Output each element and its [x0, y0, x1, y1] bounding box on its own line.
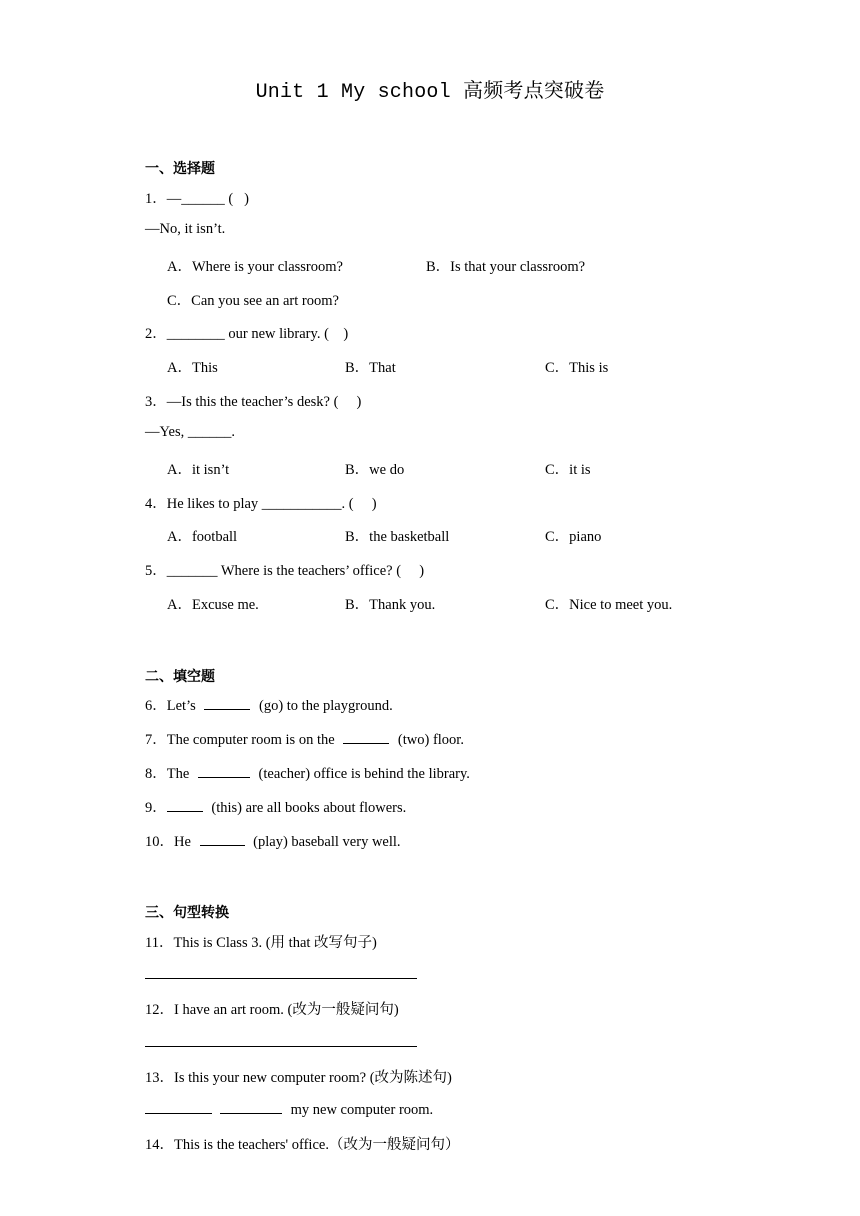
q2-option-c: C．This is: [545, 360, 609, 376]
q1-option-b: B．Is that your classroom?: [426, 259, 586, 275]
q8-text-start: 8．The: [145, 766, 193, 782]
question-1-reply: —No, it isn’t.: [145, 221, 226, 237]
q10-text-start: 10．He: [145, 834, 195, 850]
question-3-reply: —Yes, ______.: [145, 424, 235, 440]
answer-blank[interactable]: [167, 798, 203, 812]
q3-option-b: B．we do: [345, 462, 405, 478]
page-title: Unit 1 My school 高频考点突破卷: [255, 81, 605, 104]
q7-text-end: (two) floor.: [394, 732, 464, 748]
question-1: 1．—______ ( ): [145, 191, 249, 207]
q5-option-b: B．Thank you.: [345, 597, 436, 613]
section-heading-sentence-transform: 三、句型转换: [145, 905, 229, 921]
q5-option-a: A．Excuse me.: [167, 597, 259, 613]
answer-line[interactable]: [145, 978, 417, 979]
answer-blank[interactable]: [200, 832, 245, 846]
q2-option-b: B．That: [345, 360, 396, 376]
q4-option-b: B．the basketball: [345, 529, 450, 545]
q9-text-end: (this) are all books about flowers.: [207, 800, 407, 816]
question-13: 13．Is this your new computer room? (改为陈述句): [145, 1070, 452, 1086]
q6-text-start: 6．Let’s: [145, 698, 200, 714]
q6-text-end: (go) to the playground.: [255, 698, 393, 714]
q1-option-c: C．Can you see an art room?: [167, 293, 339, 309]
q3-option-a: A．it isn’t: [167, 462, 230, 478]
q8-text-end: (teacher) office is behind the library.: [254, 766, 470, 782]
question-3: 3．—Is this the teacher’s desk? ( ): [145, 394, 362, 410]
question-6: [145, 694, 393, 715]
question-5: 5．_______ Where is the teachers’ office? ( ): [145, 563, 425, 579]
question-2: 2．________ our new library. ( ): [145, 326, 349, 342]
answer-blank[interactable]: [343, 730, 389, 744]
question-4: 4．He likes to play ___________. ( ): [145, 496, 377, 512]
q4-option-a: A．football: [167, 529, 238, 545]
q4-option-c: C．piano: [545, 529, 602, 545]
section-heading-fill-in: 二、填空题: [145, 669, 215, 685]
answer-line[interactable]: [145, 1046, 417, 1047]
section-heading-choice: 一、选择题: [145, 161, 215, 177]
answer-blank[interactable]: [145, 1100, 212, 1114]
answer-blank[interactable]: [198, 764, 250, 778]
q3-option-c: C．it is: [545, 462, 591, 478]
q9-text-start: 9．: [145, 800, 167, 816]
q13-text-end: my new computer room.: [287, 1102, 434, 1118]
question-14: 14．This is the teachers' office.（改为一般疑问句）: [145, 1137, 460, 1153]
question-11: 11．This is Class 3. (用 that 改写句子): [145, 935, 377, 951]
q7-text-start: 7．The computer room is on the: [145, 732, 339, 748]
question-12: 12．I have an art room. (改为一般疑问句): [145, 1002, 399, 1018]
question-10: [145, 830, 401, 851]
question-9: [145, 796, 406, 817]
q10-text-end: (play) baseball very well.: [249, 834, 401, 850]
question-13-answer: [145, 1100, 433, 1119]
answer-blank[interactable]: [220, 1100, 282, 1114]
q5-option-c: C．Nice to meet you.: [545, 597, 673, 613]
answer-blank[interactable]: [204, 696, 250, 710]
question-7: [145, 728, 464, 749]
q2-option-a: A．This: [167, 360, 218, 376]
question-8: [145, 762, 470, 783]
q1-option-a: A．Where is your classroom?: [167, 259, 343, 275]
